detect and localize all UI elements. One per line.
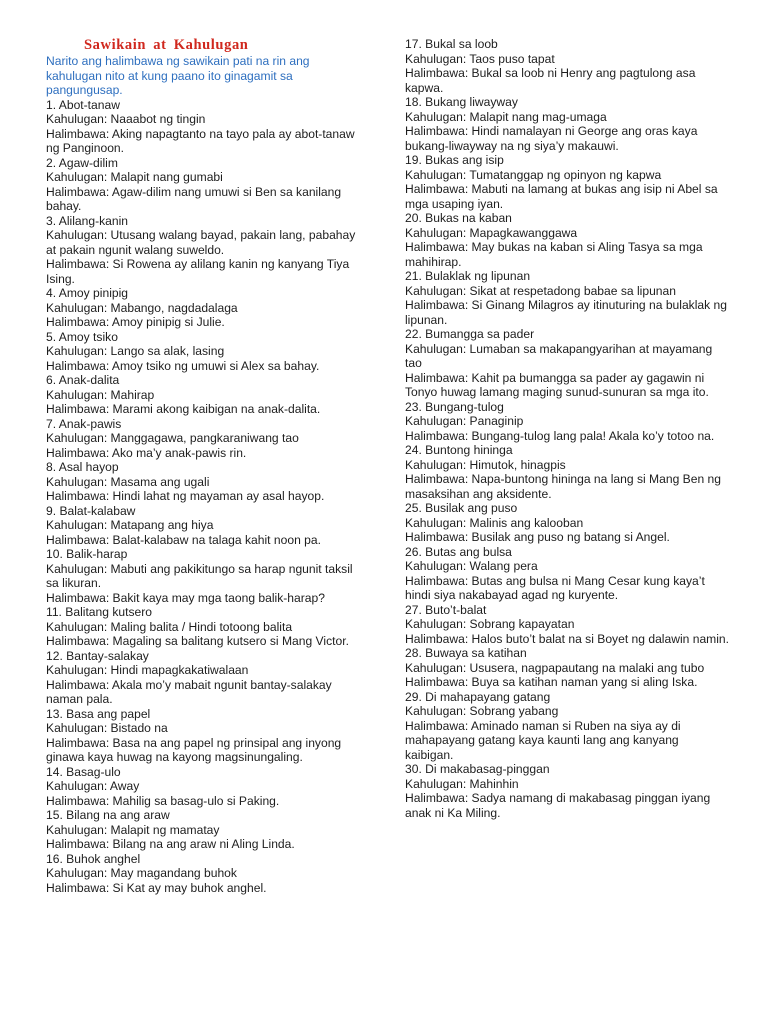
sawikain-entry <box>405 501 730 545</box>
entry-example: Halimbawa: Si Kat ay may buhok anghel. <box>46 880 267 895</box>
sawikain-entry <box>46 765 358 809</box>
entry-meaning: Kahulugan: Panaginip <box>405 414 524 428</box>
sawikain-entry <box>46 156 358 214</box>
entry-meaning: Kahulugan: Maling balita / Hindi totoong balita <box>46 619 293 634</box>
sawikain-entry <box>405 37 730 95</box>
entry-meaning: Kahulugan: Walang pera <box>405 559 538 573</box>
entry-heading: 10. Balik-harap <box>46 547 128 561</box>
sawikain-entry <box>46 649 358 707</box>
entry-meaning: Kahulugan: Himutok, hinagpis <box>405 457 566 472</box>
entry-heading: 15. Bilang na ang araw <box>46 808 170 822</box>
entry-example: Halimbawa: Akala mo’y mabait ngunit bantay-salakay naman pala. <box>46 677 332 706</box>
entry-heading: 17. Bukal sa loob <box>405 37 498 51</box>
entry-heading: 11. Balitang kutsero <box>46 605 152 619</box>
entry-heading: 21. Bulaklak ng lipunan <box>405 269 531 283</box>
left-column <box>46 37 358 895</box>
sawikain-entry <box>46 852 358 896</box>
entry-heading: 19. Bukas ang isip <box>405 153 504 167</box>
entry-example: Halimbawa: Aking napagtanto na tayo pala ay abot-tanaw ng Panginoon. <box>46 126 355 155</box>
sawikain-entry <box>405 603 730 647</box>
entry-heading: 20. Bukas na kaban <box>405 211 512 225</box>
entry-meaning: Kahulugan: Ususera, nagpapautang na malaki ang tubo <box>405 660 705 675</box>
sawikain-entry <box>46 808 358 852</box>
sawikain-entry <box>46 547 358 605</box>
entry-list-left <box>46 98 358 896</box>
entry-heading: 18. Bukang liwayway <box>405 95 518 109</box>
entry-heading: 22. Bumangga sa pader <box>405 327 535 341</box>
entry-heading: 2. Agaw-dilim <box>46 155 118 170</box>
entry-meaning: Kahulugan: Away <box>46 779 140 793</box>
entry-meaning: Kahulugan: Lumaban sa makapangyarihan at mayamang tao <box>405 341 713 370</box>
sawikain-entry <box>46 707 358 765</box>
entry-example: Halimbawa: Amoy tsiko ng umuwi si Alex sa bahay. <box>46 358 320 373</box>
entry-meaning: Kahulugan: Mabango, nagdadalaga <box>46 300 238 315</box>
entry-heading: 16. Buhok anghel <box>46 851 141 866</box>
entry-example: Halimbawa: Aminado naman si Ruben na siya ay di mahapayang gatang kaya kaunti lang ang kanyang kaibigan. <box>405 718 681 762</box>
entry-example: Halimbawa: Si Rowena ay alilang kanin ng kanyang Tiya Ising. <box>46 257 350 286</box>
entry-meaning: Kahulugan: Tumatanggap ng opinyon ng kapwa <box>405 167 662 182</box>
sawikain-entry <box>405 269 730 327</box>
entry-meaning: Kahulugan: Sobrang yabang <box>405 704 559 718</box>
entry-example: Halimbawa: Balat-kalabaw na talaga kahit noon pa. <box>46 532 321 547</box>
entry-heading: 9. Balat-kalabaw <box>46 503 136 518</box>
sawikain-entry <box>46 286 358 330</box>
entry-heading: 12. Bantay-salakay <box>46 648 149 663</box>
sawikain-entry <box>405 400 730 444</box>
entry-heading: 29. Di mahapayang gatang <box>405 689 551 704</box>
document-title: Sawikain at Kahulugan <box>84 37 249 53</box>
sawikain-entry <box>405 690 730 763</box>
sawikain-entry <box>46 98 358 156</box>
entry-example: Halimbawa: Halos buto’t balat na si Boyet ng dalawin namin. <box>405 631 730 646</box>
entry-example: Halimbawa: Amoy pinipig si Julie. <box>46 315 225 329</box>
entry-example: Halimbawa: Butas ang bulsa ni Mang Cesar kung kaya’t hindi siya nakabayad agad ng kuryente. <box>405 573 705 602</box>
entry-example: Halimbawa: Magaling sa balitang kutsero si Mang Victor. <box>46 634 349 648</box>
sawikain-entry <box>46 330 358 374</box>
sawikain-entry <box>46 373 358 417</box>
entry-example: Halimbawa: Ako ma’y anak-pawis rin. <box>46 445 247 460</box>
sawikain-entry <box>405 95 730 153</box>
entry-heading: 8. Asal hayop <box>46 460 119 474</box>
entry-meaning: Kahulugan: Bistado na <box>46 721 168 735</box>
entry-heading: 1. Abot-tanaw <box>46 97 120 112</box>
sawikain-entry <box>46 605 358 649</box>
entry-example: Halimbawa: Mabuti na lamang at bukas ang isip ni Abel sa mga usaping iyan. <box>405 182 718 211</box>
entry-heading: 3. Alilang-kanin <box>46 213 129 228</box>
entry-heading: 27. Buto’t-balat <box>405 602 487 617</box>
entry-meaning: Kahulugan: Lango sa alak, lasing <box>46 344 225 358</box>
entry-meaning: Kahulugan: Mahirap <box>46 387 155 402</box>
entry-meaning: Kahulugan: May magandang buhok <box>46 866 237 880</box>
entry-example: Halimbawa: Bukal sa loob ni Henry ang pagtulong asa kapwa. <box>405 66 696 95</box>
entry-heading: 28. Buwaya sa katihan <box>405 646 527 660</box>
entry-heading: 6. Anak-dalita <box>46 373 120 387</box>
entry-meaning: Kahulugan: Malapit nang gumabi <box>46 170 223 184</box>
entry-meaning: Kahulugan: Utusang walang bayad, pakain lang, pabahay at pakain ngunit walang suweldo. <box>46 228 356 257</box>
entry-meaning: Kahulugan: Mahinhin <box>405 776 519 791</box>
entry-meaning: Kahulugan: Masama ang ugali <box>46 474 210 489</box>
sawikain-entry <box>46 417 358 461</box>
entry-heading: 5. Amoy tsiko <box>46 329 118 344</box>
right-column <box>405 37 730 820</box>
sawikain-entry <box>405 211 730 269</box>
entry-example: Halimbawa: Bakit kaya may mga taong balik-harap? <box>46 590 325 605</box>
entry-example: Halimbawa: Si Ginang Milagros ay itinuturing na bulaklak ng lipunan. <box>405 298 727 327</box>
sawikain-entry <box>405 646 730 690</box>
sawikain-entry <box>46 214 358 287</box>
entry-meaning: Kahulugan: Malapit ng mamatay <box>46 822 220 837</box>
entry-example: Halimbawa: Bilang na ang araw ni Aling Linda. <box>46 837 295 851</box>
entry-heading: 23. Bungang-tulog <box>405 399 504 414</box>
sawikain-entry <box>46 460 358 504</box>
entry-meaning: Kahulugan: Malinis ang kalooban <box>405 515 584 530</box>
intro-text: Narito ang halimbawa ng sawikain pati na rin ang kahulugan nito at kung paano ito ginagamit sa pangungusap. <box>46 54 310 97</box>
entry-meaning: Kahulugan: Mabuti ang pakikitungo sa harap ngunit taksil sa likuran. <box>46 561 353 590</box>
entry-meaning: Kahulugan: Mapagkawanggawa <box>405 225 578 240</box>
entry-example: Halimbawa: Hindi namalayan ni George ang oras kaya bukang-liwayway na ng siya’y makauwi. <box>405 124 698 153</box>
sawikain-entry <box>405 762 730 820</box>
entry-meaning: Kahulugan: Hindi mapagkakatiwalaan <box>46 663 249 677</box>
sawikain-entry <box>46 504 358 548</box>
entry-example: Halimbawa: May bukas na kaban si Aling Tasya sa mga mahihirap. <box>405 240 703 269</box>
entry-meaning: Kahulugan: Malapit nang mag-umaga <box>405 109 607 124</box>
entry-list-right <box>405 37 730 820</box>
entry-example: Halimbawa: Mahilig sa basag-ulo si Paking. <box>46 793 280 808</box>
entry-heading: 7. Anak-pawis <box>46 416 122 431</box>
sawikain-entry <box>405 327 730 400</box>
entry-meaning: Kahulugan: Taos puso tapat <box>405 51 555 66</box>
entry-example: Halimbawa: Napa-buntong hininga na lang si Mang Ben ng masaksihan ang aksidente. <box>405 472 721 501</box>
entry-meaning: Kahulugan: Manggagawa, pangkaraniwang tao <box>46 431 299 445</box>
entry-example: Halimbawa: Kahit pa bumangga sa pader ay gagawin ni Tonyo huwag lamang maging sunud-sunuran sa mga ito. <box>405 370 709 399</box>
sawikain-entry <box>405 443 730 501</box>
entry-meaning: Kahulugan: Sikat at respetadong babae sa lipunan <box>405 283 676 298</box>
sawikain-entry <box>405 545 730 603</box>
entry-heading: 13. Basa ang papel <box>46 706 151 721</box>
entry-heading: 30. Di makabasag-pinggan <box>405 762 550 776</box>
entry-example: Halimbawa: Basa na ang papel ng prinsipal ang inyong ginawa kaya huwag na kayong magsinungaling. <box>46 735 342 764</box>
entry-heading: 4. Amoy pinipig <box>46 286 129 300</box>
entry-example: Halimbawa: Buya sa katihan naman yang si aling Iska. <box>405 675 698 689</box>
entry-example: Halimbawa: Busilak ang puso ng batang si Angel. <box>405 530 670 544</box>
entry-example: Halimbawa: Marami akong kaibigan na anak-dalita. <box>46 402 321 416</box>
entry-meaning: Kahulugan: Sobrang kapayatan <box>405 617 575 631</box>
entry-meaning: Kahulugan: Naaabot ng tingin <box>46 112 206 126</box>
entry-example: Halimbawa: Bungang-tulog lang pala! Akala ko’y totoo na. <box>405 428 715 443</box>
entry-example: Halimbawa: Sadya namang di makabasag pinggan iyang anak ni Ka Miling. <box>405 791 711 820</box>
entry-heading: 24. Buntong hininga <box>405 443 513 457</box>
sawikain-entry <box>405 153 730 211</box>
entry-example: Halimbawa: Hindi lahat ng mayaman ay asal hayop. <box>46 489 325 503</box>
entry-example: Halimbawa: Agaw-dilim nang umuwi si Ben sa kanilang bahay. <box>46 184 342 213</box>
entry-heading: 25. Busilak ang puso <box>405 501 518 515</box>
entry-heading: 26. Butas ang bulsa <box>405 544 512 559</box>
entry-heading: 14. Basag-ulo <box>46 764 121 779</box>
entry-meaning: Kahulugan: Matapang ang hiya <box>46 518 214 532</box>
